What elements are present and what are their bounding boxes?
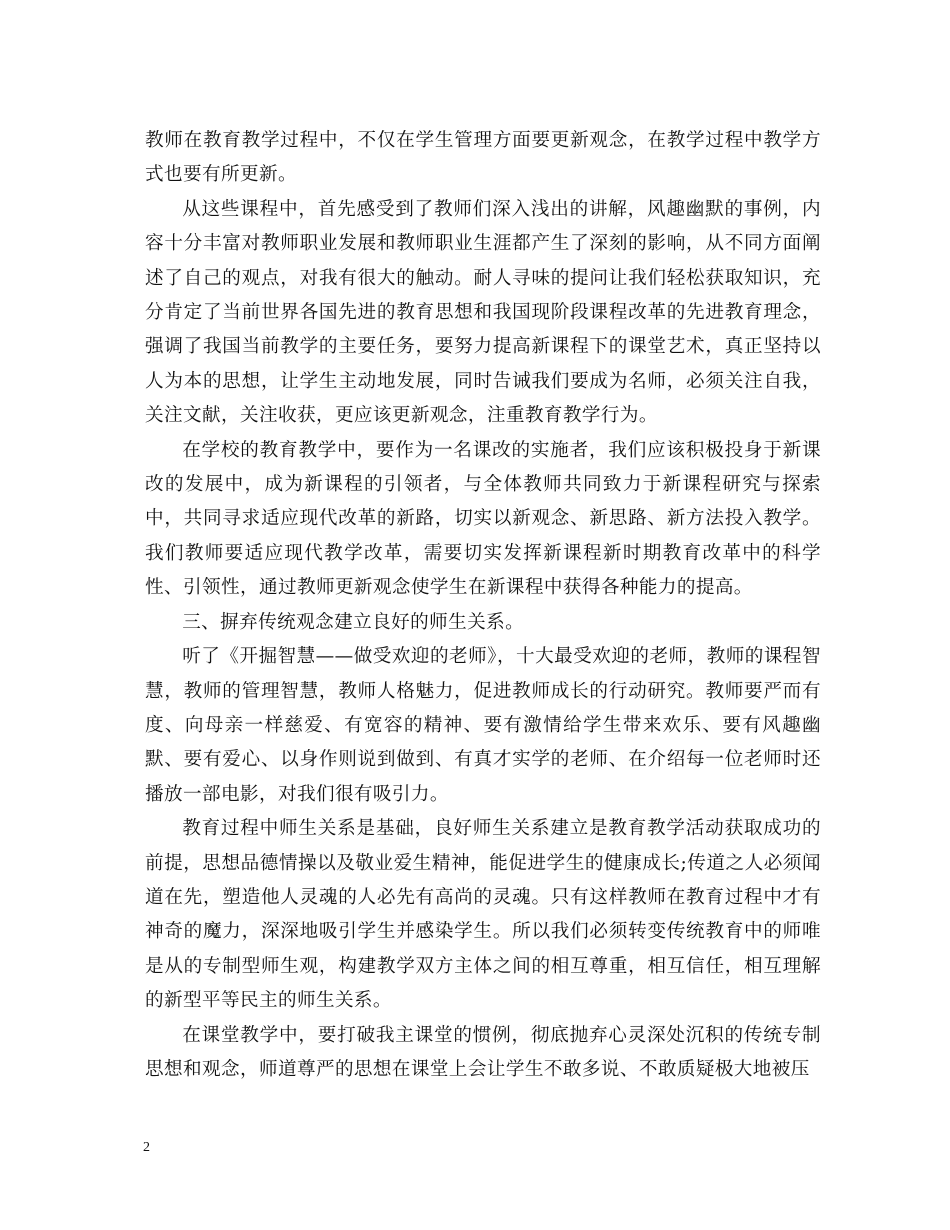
paragraph-6: 在课堂教学中，要打破我主课堂的惯例，彻底抛弃心灵深处沉积的传统专制思想和观念，师道尊严的思想在课堂上会让学生不敢多说、不敢质疑极大地被压 [145,1024,821,1080]
body-text [145,124,821,1087]
paragraph-3: 在学校的教育教学中，要作为一名课改的实施者，我们应该积极投身于新课改的发展中，成为新课程的引领者，与全体教师共同致力于新课程研究与探索中，共同寻求适应现代改革的新路，切实以新观念、新思路、新方法投入教学。我们教师要适应现代教学改革，需要切实发挥新课程新时期教育改革中的科学性、引领性，通过教师更新观念使学生在新课程中获得各种能力的提高。 [145,439,821,599]
paragraph-2: 从这些课程中，首先感受到了教师们深入浅出的讲解，风趣幽默的事例，内容十分丰富对教师职业发展和教师职业生涯都产生了深刻的影响，从不同方面阐述了自己的观点，对我有很大的触动。耐人寻味的提问让我们轻松获取知识，充分肯定了当前世界各国先进的教育思想和我国现阶段课程改革的先进教育理念，强调了我国当前教学的主要任务，要努力提高新课程下的课堂艺术，真正坚持以人为本的思想，让学生主动地发展，同时告诫我们要成为名师，必须关注自我，关注文献，关注收获，更应该更新观念，注重教育教学行为。 [145,198,821,427]
paragraph-5: 教育过程中师生关系是基础，良好师生关系建立是教育教学活动获取成功的前提，思想品德情操以及敬业爱生精神，能促进学生的健康成长;传道之人必须闻道在先，塑造他人灵魂的人必先有高尚的灵魂。只有这样教师在教育过程中才有神奇的魔力，深深地吸引学生并感染学生。所以我们必须转变传统教育中的师唯是从的专制型师生观，构建教学双方主体之间的相互尊重，相互信任，相互理解的新型平等民主的师生关系。 [145,818,821,1012]
page-number: 2 [143,1140,150,1155]
paragraph-1: 教师在教育教学过程中，不仅在学生管理方面要更新观念，在教学过程中教学方式也要有所更新。 [145,130,821,186]
section-heading: 三、摒弃传统观念建立良好的师生关系。 [182,611,525,633]
paragraph-4: 听了《开掘智慧——做受欢迎的老师》，十大最受欢迎的老师，教师的课程智慧，教师的管理智慧，教师人格魅力，促进教师成长的行动研究。教师要严而有度、向母亲一样慈爱、有宽容的精神、要有激情给学生带来欢乐、要有风趣幽默、要有爱心、以身作则说到做到、有真才实学的老师、在介绍每一位老师时还播放一部电影，对我们很有吸引力。 [145,646,821,805]
